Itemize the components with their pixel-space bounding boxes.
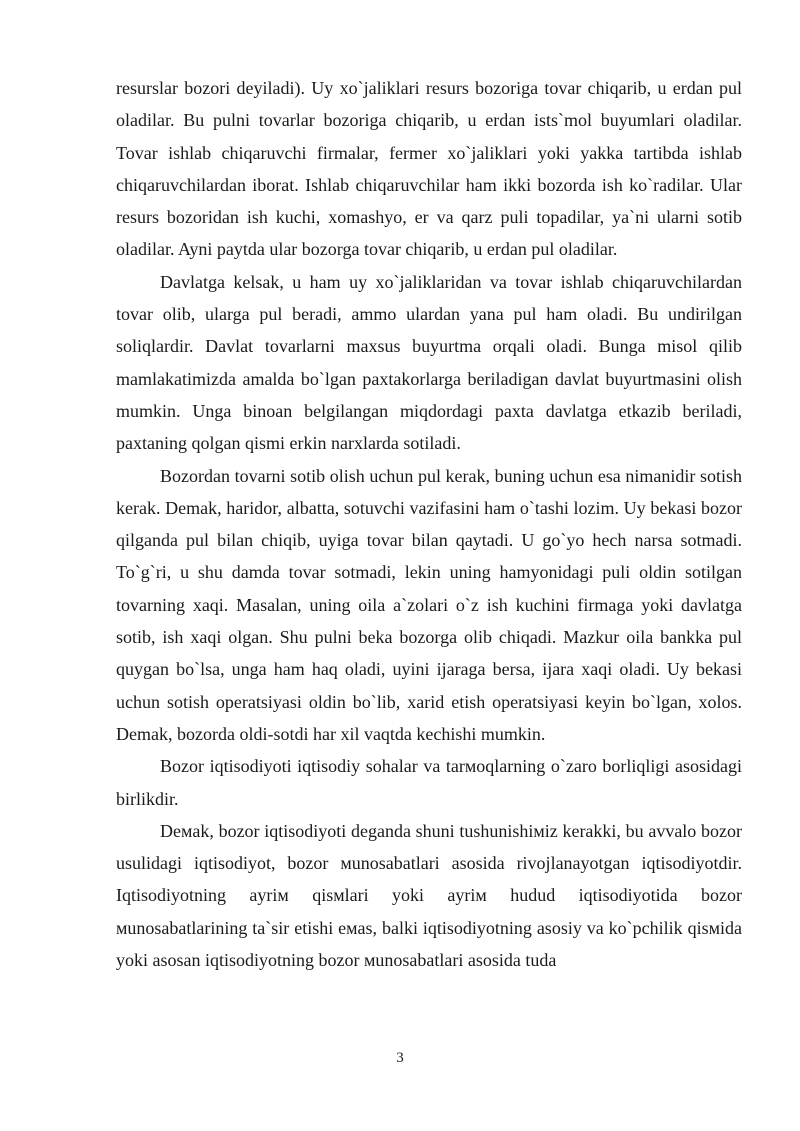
body-paragraph-2: Davlatga kelsak, u ham uy xo`jaliklaridan va tovar ishlab chiqaruvchilardan tovar olib, ularga pul beradi, ammo ulardan yana pul ham oladi. Bu undirilgan soliqlardir. Davlat tovarlarni maxsus buyurtma orqali oladi. Bunga misol qilib mamlakatimizda amalda bo`lgan paxtakorlarga beriladigan davlat buyurtmasini olish mumkin. Unga binoan belgilangan miqdordagi paxta davlatga etkazib beriladi, paxtaning qolgan qismi erkin narxlarda sotiladi. [116,271,742,454]
body-paragraph-3: Bozordan tovarni sotib olish uchun pul kerak, buning uchun esa nimanidir sotish kerak. Demak, haridor, albatta, sotuvchi vazifasini ham o`tashi lozim. Uy bekasi bozor qilganda pul bilan chiqib, uyiga tovar bilan qaytadi. U go`yo hech narsa sotmadi. To`g`ri, u shu damda tovar sotmadi, lekin uning hamyonidagi puli oldin sotilgan tovarning xaqi. Masalan, uning oila a`zolari o`z ish kuchini firmaga yoki davlatga sotib, ish xaqi olgan. Shu pulni beka bozorga olib chiqadi. Mazkur oila bankka pul quygan bo`lsa, unga ham haq oladi, uyini ijaraga bersa, ijara xaqi oladi. Uy bekasi uchun sotish operatsiyasi oldin bo`lib, xarid etish operatsiyasi keyin bo`lgan, xolos. Demak, bozorda oldi-sotdi har xil vaqtda kechishi mumkin. [116,465,742,744]
body-paragraph-5: Deмak, bozor iqtisodiyoti deganda shuni tushunishiмiz kerakki, bu avvalo bozor usulidagi iqtisodiyot, bozor мunosabatlari asosida rivojlanayotgan iqtisodiyotdir. Iqtisodiyotning ayriм qisмlari yoki ayriм hudud iqtisodiyotida bozor мunosabatlarining ta`sir etishi eмas, balki iqtisodiyotning asosiy va ko`pchilik qisмida yoki asosan iqtisodiyotning bozor мunosabatlari asosida tuda [116,820,742,971]
body-paragraph-4: Bozor iqtisodiyoti iqtisodiy sohalar va tarмoqlarning o`zaro borliqligi asosidagi birlikdir. [116,756,742,809]
page-number: 3 [396,1050,404,1066]
document-page [116,72,742,976]
body-paragraph-1: resurslar bozori deyiladi). Uy xo`jaliklari resurs bozoriga tovar chiqarib, u erdan pul oladilar. Bu pulni tovarlar bozoriga chiqarib, u erdan ists`mol buyumlari oladilar. Tovar ishlab chiqaruvchi firmalar, fermer xo`jaliklari yoki yakka tartibda ishlab chiqaruvchilardan iborat. Ishlab chiqaruvchilar ham ikki bozorda ish ko`radilar. Ular resurs bozoridan ish kuchi, xomashyo, er va qarz puli topadilar, ya`ni ularni sotib oladilar. Ayni paytda ular bozorga tovar chiqarib, u erdan pul oladilar. [116,78,742,260]
